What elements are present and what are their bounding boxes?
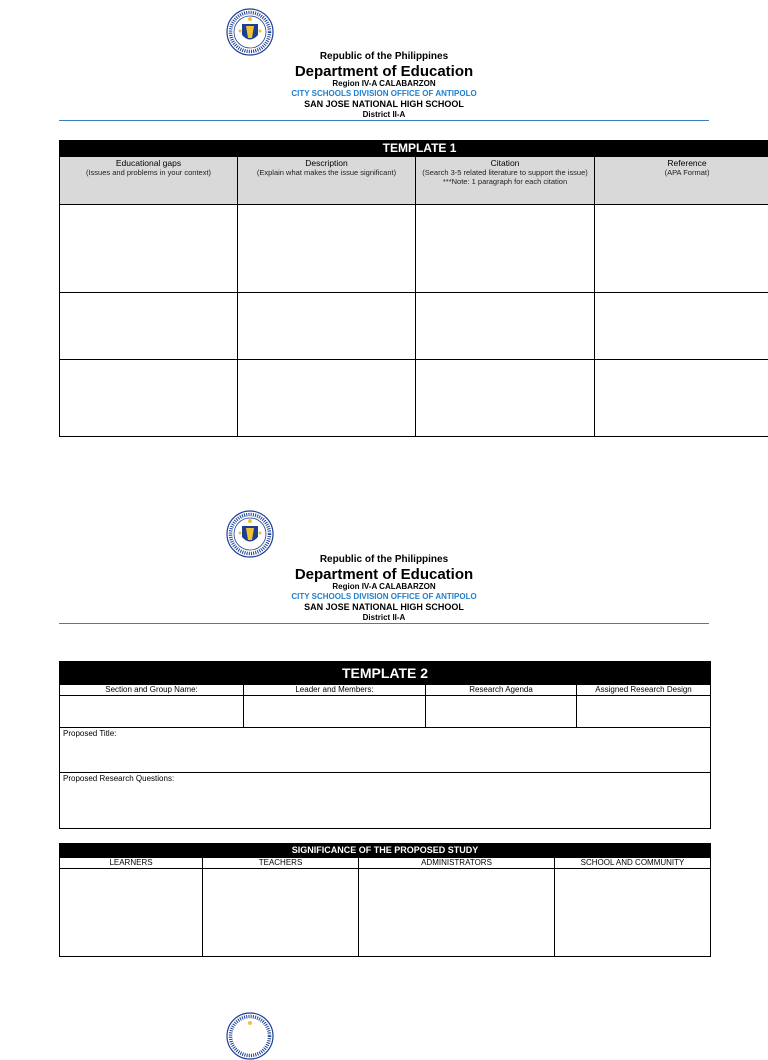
table-row xyxy=(60,869,711,957)
template-2-title: TEMPLATE 2 xyxy=(60,662,711,685)
research-agenda-input[interactable] xyxy=(426,696,577,728)
learners-input[interactable] xyxy=(60,869,203,957)
template-1-title: TEMPLATE 1 xyxy=(60,141,768,157)
input-cell[interactable] xyxy=(416,205,595,293)
input-cell[interactable] xyxy=(238,205,416,293)
district-text: District II-A xyxy=(0,614,768,624)
teachers-input[interactable] xyxy=(203,869,359,957)
column-administrators: ADMINISTRATORS xyxy=(359,858,555,869)
column-educational-gaps: Educational gaps (Issues and problems in your context) xyxy=(60,157,238,205)
header-divider xyxy=(59,623,709,624)
region-text: Region IV-A CALABARZON xyxy=(0,583,768,593)
deped-seal-icon xyxy=(226,1012,274,1060)
input-cell[interactable] xyxy=(60,293,238,360)
research-questions-label: Proposed Research Questions: xyxy=(63,774,174,783)
input-cell[interactable] xyxy=(60,205,238,293)
table-row xyxy=(60,360,768,437)
research-design-input[interactable] xyxy=(577,696,711,728)
column-school-community: SCHOOL AND COMMUNITY xyxy=(555,858,711,869)
input-cell[interactable] xyxy=(595,205,768,293)
significance-table xyxy=(59,843,711,957)
division-text: CITY SCHOOLS DIVISION OFFICE OF ANTIPOLO xyxy=(0,90,768,100)
school-community-input[interactable] xyxy=(555,869,711,957)
school-name: SAN JOSE NATIONAL HIGH SCHOOL xyxy=(0,603,768,614)
division-text: CITY SCHOOLS DIVISION OFFICE OF ANTIPOLO xyxy=(0,593,768,603)
republic-text: Republic of the Philippines xyxy=(0,555,768,567)
column-reference: Reference (APA Format) xyxy=(595,157,768,205)
region-text: Region IV-A CALABARZON xyxy=(0,80,768,90)
column-research-design: Assigned Research Design xyxy=(577,685,711,696)
template-2-table xyxy=(59,661,711,829)
column-section-group: Section and Group Name: xyxy=(60,685,244,696)
input-cell[interactable] xyxy=(595,293,768,360)
department-title: Department of Education xyxy=(0,64,768,80)
input-cell[interactable] xyxy=(416,360,595,437)
table-row xyxy=(60,696,711,728)
input-cell[interactable] xyxy=(416,293,595,360)
input-cell[interactable] xyxy=(60,360,238,437)
input-cell[interactable] xyxy=(238,293,416,360)
column-citation: Citation (Search 3-5 related literature to support the issue) ***Note: 1 paragraph for each citation xyxy=(416,157,595,205)
department-title: Department of Education xyxy=(0,567,768,583)
section-group-input[interactable] xyxy=(60,696,244,728)
column-description: Description (Explain what makes the issue significant) xyxy=(238,157,416,205)
significance-title: SIGNIFICANCE OF THE PROPOSED STUDY xyxy=(60,844,711,858)
proposed-title-field[interactable] xyxy=(60,728,711,773)
input-cell[interactable] xyxy=(238,360,416,437)
deped-seal-icon xyxy=(226,510,274,558)
input-cell[interactable] xyxy=(595,360,768,437)
proposed-title-label: Proposed Title: xyxy=(63,729,116,738)
leader-members-input[interactable] xyxy=(244,696,426,728)
school-name: SAN JOSE NATIONAL HIGH SCHOOL xyxy=(0,100,768,111)
column-research-agenda: Research Agenda xyxy=(426,685,577,696)
column-learners: LEARNERS xyxy=(60,858,203,869)
table-row xyxy=(60,205,768,293)
district-text: District II-A xyxy=(0,111,768,121)
column-teachers: TEACHERS xyxy=(203,858,359,869)
header-divider xyxy=(59,120,709,121)
template-1-table xyxy=(59,140,768,437)
table-row xyxy=(60,293,768,360)
administrators-input[interactable] xyxy=(359,869,555,957)
republic-text: Republic of the Philippines xyxy=(0,52,768,64)
research-questions-field[interactable] xyxy=(60,773,711,829)
deped-seal-icon xyxy=(226,8,274,56)
column-leader-members: Leader and Members: xyxy=(244,685,426,696)
